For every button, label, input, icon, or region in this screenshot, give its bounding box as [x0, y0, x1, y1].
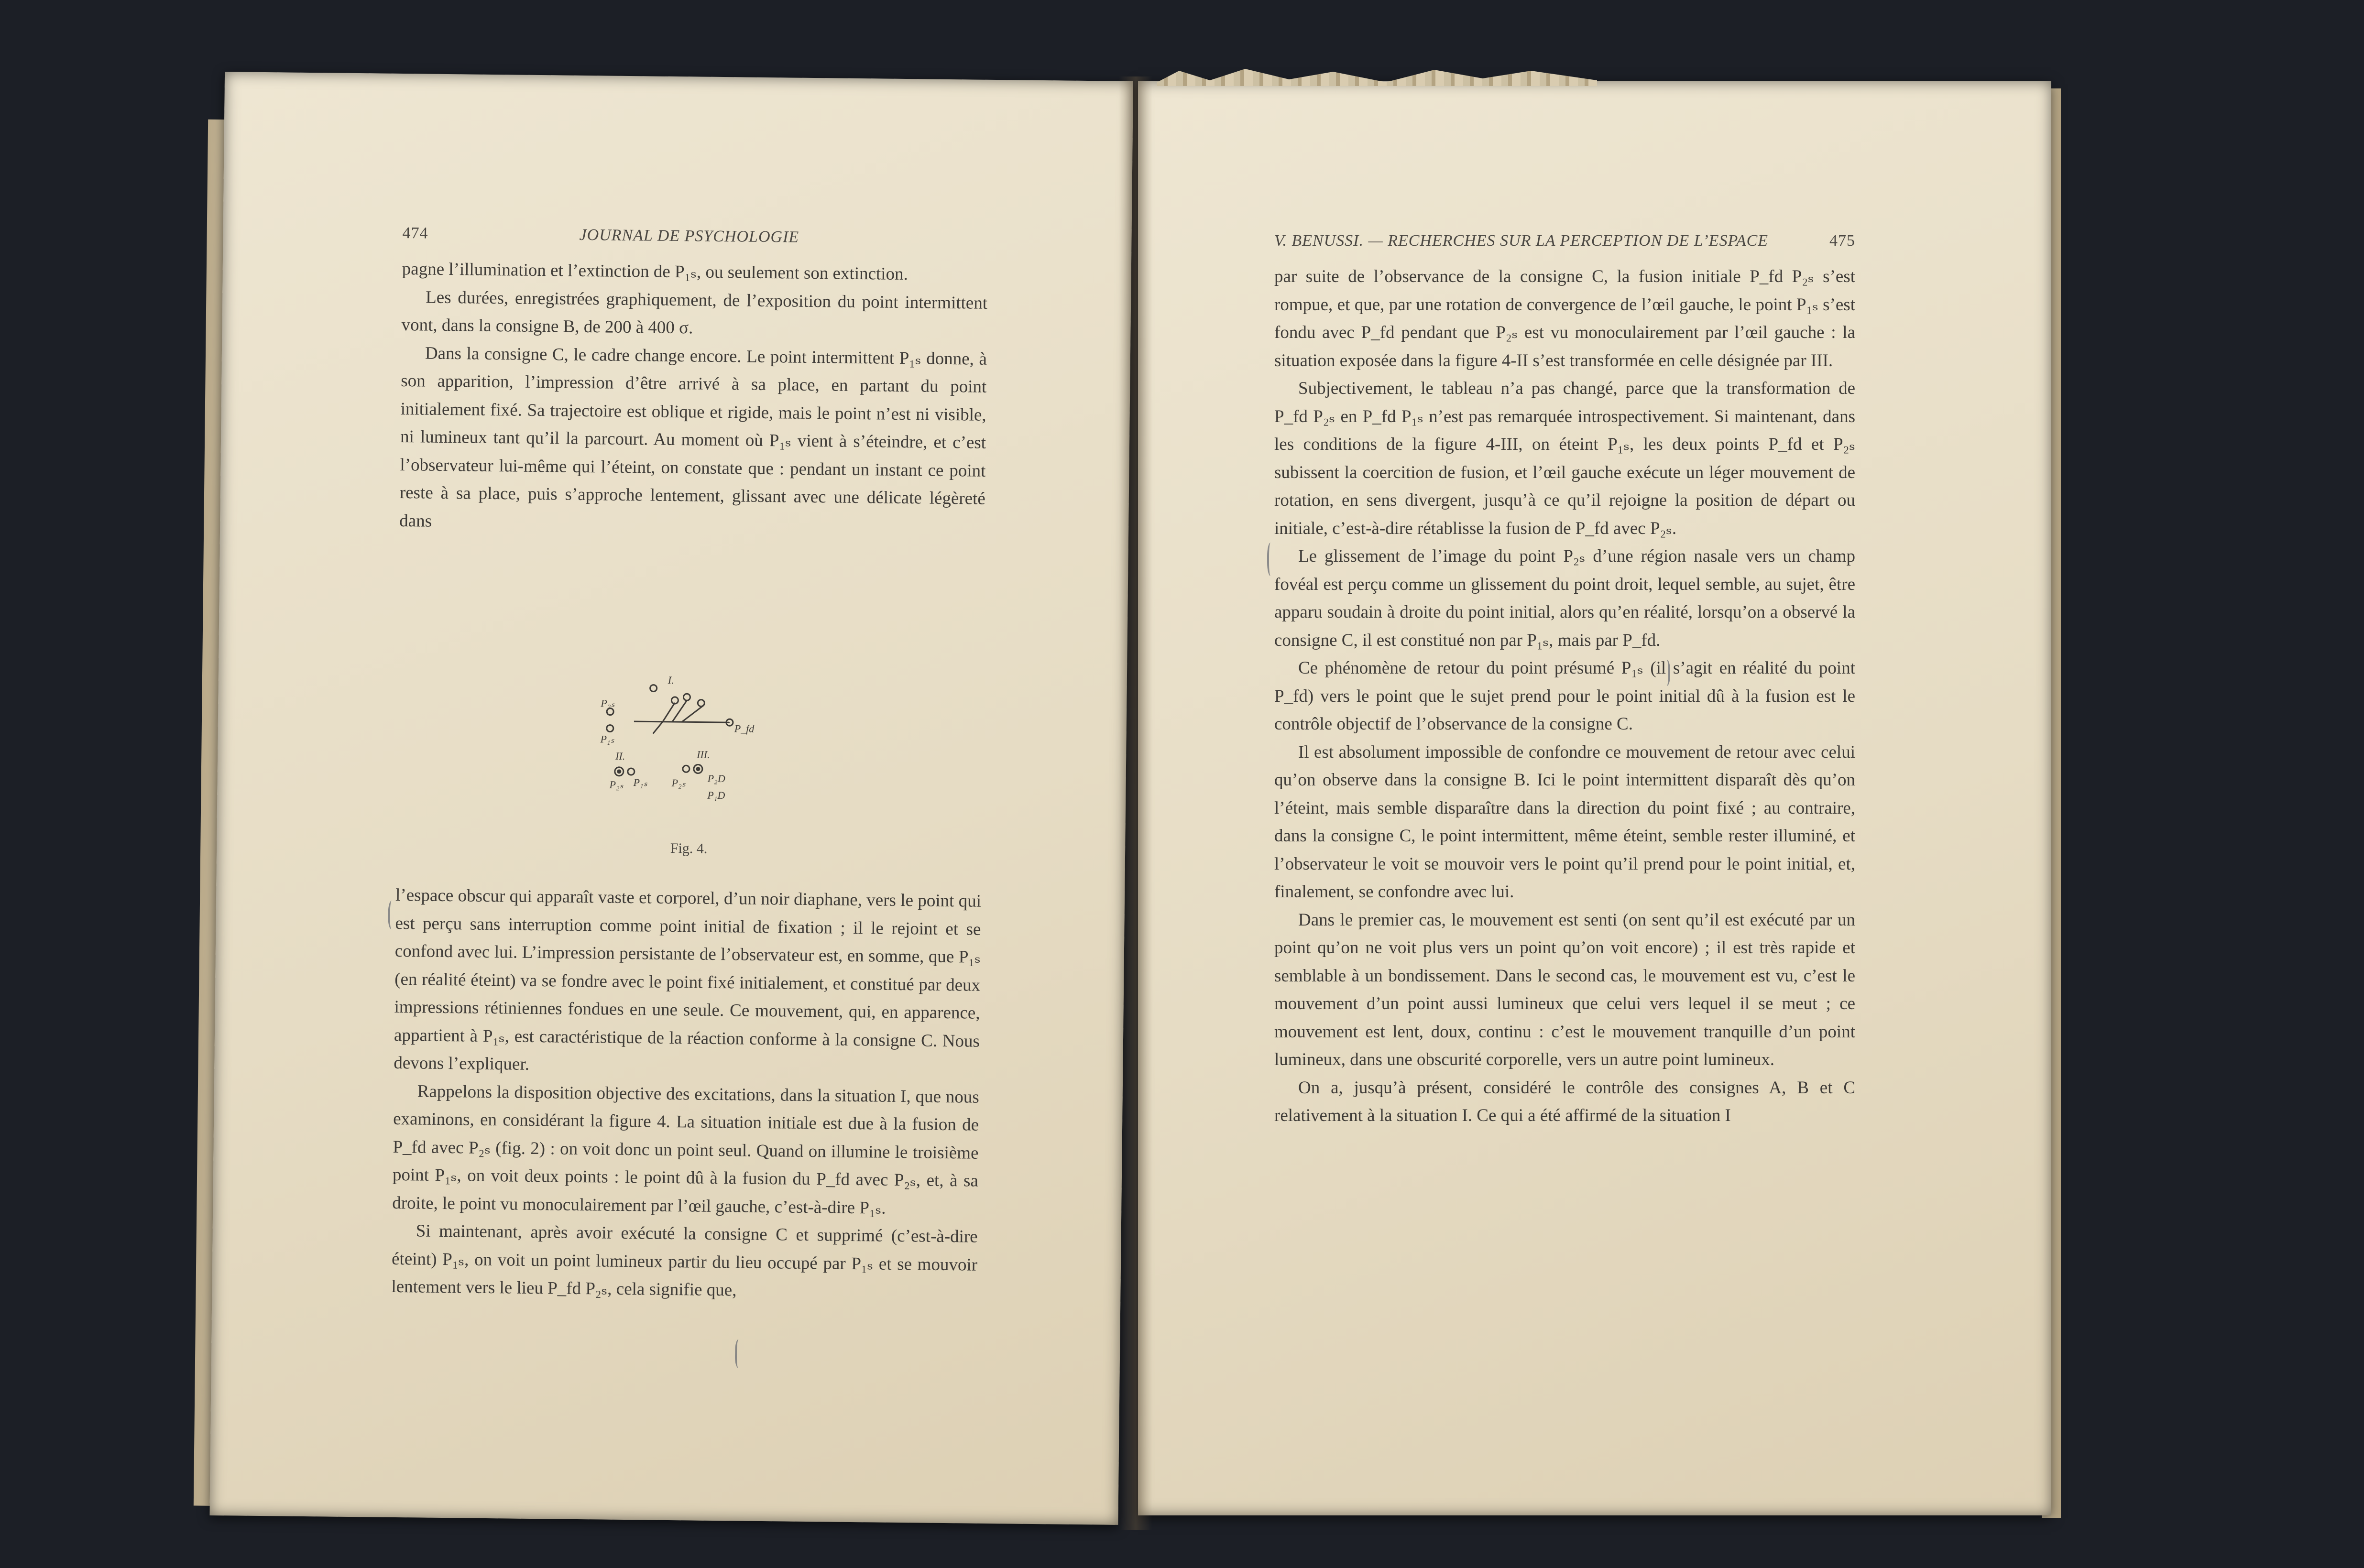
- fig-label-p2d: P₂D: [707, 772, 725, 785]
- fig-label-p1d: P₁D: [707, 789, 725, 802]
- pencil-bracket: [735, 1339, 744, 1368]
- fig-label-p2s-iii: P₂ₛ: [671, 776, 686, 789]
- left-running-head: [402, 224, 988, 246]
- left-page-number: 474: [402, 224, 428, 242]
- fig-label-pfd: P_fd: [734, 722, 755, 735]
- figure-caption: Fig. 4.: [670, 840, 708, 857]
- figure-4-diagram: [571, 664, 783, 824]
- paragraph: Ce phénomène de retour du point présumé P₁ₛ (il s’agit en réalité du point P_fd) vers le point que le sujet prend pour le point initial dû à la fusion est le contrôle objectif de l’observance de la consigne C.: [1274, 658, 1855, 734]
- paragraph: par suite de l’observance de la consigne C, la fusion initiale P_fd P₂ₛ s’est rompue, et que, par une rotation de convergence de l’œil gauche, le point P₁ₛ s’est fondu avec P_fd pendant que P₂ₛ est vu monoculairement par l’œil gauche : la situation exposée dans la figure 4-II s’est transformée en celle désignée par III.: [1274, 267, 1855, 370]
- paragraph: Subjectivement, le tableau n’a pas changé, parce que la transformation de P_fd P₂ₛ en P_fd P₁ₛ n’est pas remarquée introspectivement. Si maintenant, dans les conditions de la figure 4-III, on éteint P₁ₛ, les deux points P_fd et P₂ₛ subissent la coercition de fusion, et l’œil gauche exécute un léger mouvement de rotation, en sens divergent, jusqu’à ce qu’il rejoigne la position de départ ou initiale, c’est-à-dire rétablisse la fusion de P_fd avec P₂ₛ.: [1274, 379, 1855, 538]
- left-page: [209, 72, 1133, 1525]
- paragraph: On a, jusqu’à présent, considéré le contrôle des consignes A, B et C relativement à la situation I. Ce qui a été affirmé de la situation I: [1274, 1078, 1855, 1125]
- paragraph: Il est absolument impossible de confondre ce mouvement de retour avec celui qu’on observe dans la consigne B. Ici le point intermittent disparaît dès qu’on l’éteint, mais semble disparaître dans la direction du point fixé ; au contraire, dans la consigne C, le point intermittent, même éteint, semble rester illuminé, et l’observateur le voit se mouvoir vers le point qu’il prend pour le point initial, et, finalement, se confondre avec lui.: [1274, 742, 1855, 902]
- fig-label-p1s: P₁ₛ: [600, 733, 614, 745]
- right-page: [1138, 81, 2051, 1515]
- fig-label-i: I.: [668, 674, 674, 686]
- paragraph: Dans la consigne C, le cadre change encore. Le point intermittent P₁ₛ donne, à son apparition, l’impression d’être arrivé à sa place, en partant du point initialement fixé. Sa trajectoire est oblique et rigide, mais le point n’est ni visible, ni lumineux tant qu’il la parcourt. Au moment où P₁ₛ vient à s’éteindre, et c’est l’observateur lui-même qui l’éteint, on constate que : pendant un instant ce point reste à sa place, puis s’approche lentement, glissant avec une délicate légèreté dans: [399, 343, 987, 531]
- left-journal-title: JOURNAL DE PSYCHOLOGIE: [579, 226, 799, 246]
- book-gutter: [1119, 76, 1152, 1530]
- torn-deckle-edge: [1157, 67, 1597, 86]
- fig-label-p2s-ii: P₂ₛ: [609, 778, 624, 791]
- fig-label-p2s: P₂ₛ: [601, 697, 615, 709]
- paragraph: l’espace obscur qui apparaît vaste et corporel, d’un noir diaphane, vers le point qui est perçu sans interruption comme point initial de fixation ; il le rejoint et se confond avec lui. L’impression persistante de l’observateur est, en somme, que P₁ₛ (en réalité éteint) va se fondre avec le point fixé initialement, et constitué par deux impressions rétiniennes fondues en une seule. Ce mouvement, qui, en apparence, appartient à P₁ₛ, est caractéristique de la réaction conforme à la consigne C. Nous devons l’expliquer.: [394, 885, 982, 1074]
- pencil-bracket: [1267, 543, 1276, 576]
- paragraph: Les durées, enregistrées graphiquement, de l’exposition du point intermittent vont, dans la consigne B, de 200 à 400 σ.: [401, 287, 988, 338]
- paragraph: Si maintenant, après avoir exécuté la consigne C et supprimé (c’est-à-dire éteint) P₁ₛ, on voit un point lumineux partir du lieu occupé par P₁ₛ et se mouvoir lentement vers le lieu P_fd P₂ₛ, cela signifie que,: [391, 1221, 978, 1300]
- fig-label-iii: III.: [697, 748, 710, 761]
- right-page-number: 475: [1829, 232, 1855, 250]
- paragraph: Le glissement de l’image du point P₂ₛ d’une région nasale vers un champ fovéal est perçu comme un glissement du point droit, lequel semble, au sujet, être apparu soudain à droite du point initial, alors qu’en réalité, lorsqu’on a observé la consigne C, il est constitué non par P₁ₛ, mais par P_fd.: [1274, 546, 1855, 650]
- paragraph: Rappelons la disposition objective des excitations, dans la situation I, que nous examinons, en considérant la figure 4. La situation initiale est due à la fusion de P_fd avec P₂ₛ (fig. 2) : on voit donc un point seul. Quand on illumine le troisième point P₁ₛ, on voit deux points : le point dû à la fusion du P_fd avec P₂ₛ, et, à sa droite, le point vu monoculairement par l’œil gauche, c’est-à-dire P₁ₛ.: [392, 1081, 979, 1218]
- right-text: [1274, 263, 1855, 1130]
- pencil-bracket: [1662, 660, 1670, 686]
- paragraph: pagne l’illumination et l’extinction de P₁ₛ, ou seulement son extinction.: [402, 259, 908, 284]
- fig-label-p1s-ii: P₁ₛ: [633, 776, 648, 789]
- right-article-title: V. BENUSSI. — RECHERCHES SUR LA PERCEPTION DE L’ESPACE: [1274, 232, 1769, 250]
- fig-label-ii: II.: [615, 750, 625, 762]
- pencil-bracket: [388, 901, 397, 929]
- left-text-bottom: [391, 882, 981, 1307]
- left-text-top: [399, 255, 988, 541]
- paragraph: Dans le premier cas, le mouvement est senti (on sent qu’il est exécuté par un point qu’on ne voit plus vers un point qu’on voit encore) ; il est très rapide et semblable à un bondissement. Dans le second cas, le mouvement est vu, c’est le mouvement d’un point aussi lumineux que celui vers lequel il se meut ; ce mouvement est lent, doux, continu : c’est le mouvement tranquille d’un point lumineux, dans une obscurité corporelle, vers un autre point lumineux.: [1274, 910, 1855, 1069]
